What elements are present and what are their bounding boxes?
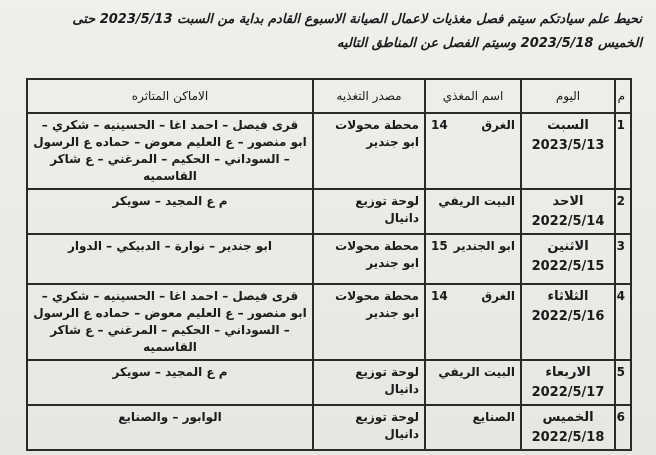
row-feeder — [425, 284, 521, 360]
day-date: 2022/5/16 — [531, 309, 605, 324]
row-num: 2 — [615, 189, 631, 234]
intro-line-1: نحيط علم سيادتكم سيتم فصل مغذيات لاعمال الصيانة الاسبوع القادم بداية من السبت 2023/5/13 حتى — [72, 12, 642, 27]
feeder-num: 15 — [431, 239, 448, 253]
row-day — [521, 360, 615, 405]
day-name: الثلاثاء — [547, 289, 589, 304]
header-num: م — [615, 79, 631, 113]
table-header-row — [27, 79, 631, 113]
row-source: محطة محولات ابو جندير — [313, 113, 425, 189]
day-date: 2022/5/17 — [531, 385, 605, 400]
row-feeder — [425, 360, 521, 405]
feeder-name: الغرق — [481, 289, 515, 303]
day-date: 2022/5/18 — [531, 430, 605, 445]
row-feeder — [425, 405, 521, 450]
day-name: السبت — [547, 118, 589, 133]
row-areas: م ع المجيد – سويكر — [27, 360, 313, 405]
row-day — [521, 113, 615, 189]
intro-line-2: الخميس 2023/5/18 وسيتم الفصل عن المناطق التاليه — [336, 36, 642, 51]
row-day — [521, 234, 615, 284]
table-row — [27, 360, 631, 405]
table-row — [27, 405, 631, 450]
row-areas: الوابور – والصنايع — [27, 405, 313, 450]
row-num: 3 — [615, 234, 631, 284]
header-areas: الاماكن المتاثره — [27, 79, 313, 113]
row-source: لوحة توزيع دانيال — [313, 360, 425, 405]
feeder-num: 14 — [431, 118, 448, 132]
day-date: 2022/5/15 — [531, 259, 605, 274]
row-source: محطة محولات ابو جندير — [313, 284, 425, 360]
table-row — [27, 189, 631, 234]
header-day: اليوم — [521, 79, 615, 113]
row-feeder — [425, 113, 521, 189]
row-feeder — [425, 234, 521, 284]
row-areas: قرى فيصل – احمد اغا – الحسينيه – شكري – ابو منصور – ع العليم معوض – حماده ع الرسول – السوداني – الحكيم – المرغني – ع شاكر القاسميه — [27, 284, 313, 360]
feeder-num: 14 — [431, 289, 448, 303]
header-feeder: اسم المغذي — [425, 79, 521, 113]
row-areas: قرى فيصل – احمد اغا – الحسينيه – شكري – ابو منصور – ع العليم معوض – حماده ع الرسول – السوداني – الحكيم – المرغني – ع شاكر القاسميه — [27, 113, 313, 189]
day-name: الاثنين — [547, 239, 589, 254]
row-num: 6 — [615, 405, 631, 450]
feeder-name: الصنايع — [472, 410, 515, 424]
header-source: مصدر التغذيه — [313, 79, 425, 113]
table-row — [27, 284, 631, 360]
row-source: محطة محولات ابو جندير — [313, 234, 425, 284]
row-feeder — [425, 189, 521, 234]
table-row — [27, 113, 631, 189]
row-num: 5 — [615, 360, 631, 405]
day-name: الاحد — [552, 194, 584, 209]
feeder-name: البيت الريفي — [438, 194, 515, 208]
row-areas: ابو جندير – نوارة – الدبيكي – الدوار — [27, 234, 313, 284]
row-day — [521, 284, 615, 360]
day-name: الاربعاء — [545, 365, 591, 380]
table-row — [27, 234, 631, 284]
feeder-name: الغرق — [481, 118, 515, 132]
maintenance-schedule-table — [26, 78, 632, 451]
feeder-name: ابو الجندير — [453, 239, 515, 253]
row-num: 1 — [615, 113, 631, 189]
day-date: 2022/5/14 — [531, 214, 605, 229]
day-date: 2023/5/13 — [531, 138, 605, 153]
row-day — [521, 405, 615, 450]
row-source: لوحة توزيع دانيال — [313, 405, 425, 450]
feeder-name: البيت الريفي — [438, 365, 515, 379]
row-day — [521, 189, 615, 234]
intro-text — [12, 8, 642, 56]
row-areas: م ع المجيد – سويكر — [27, 189, 313, 234]
row-source: لوحة توزيع دانيال — [313, 189, 425, 234]
row-num: 4 — [615, 284, 631, 360]
day-name: الخميس — [542, 410, 594, 425]
